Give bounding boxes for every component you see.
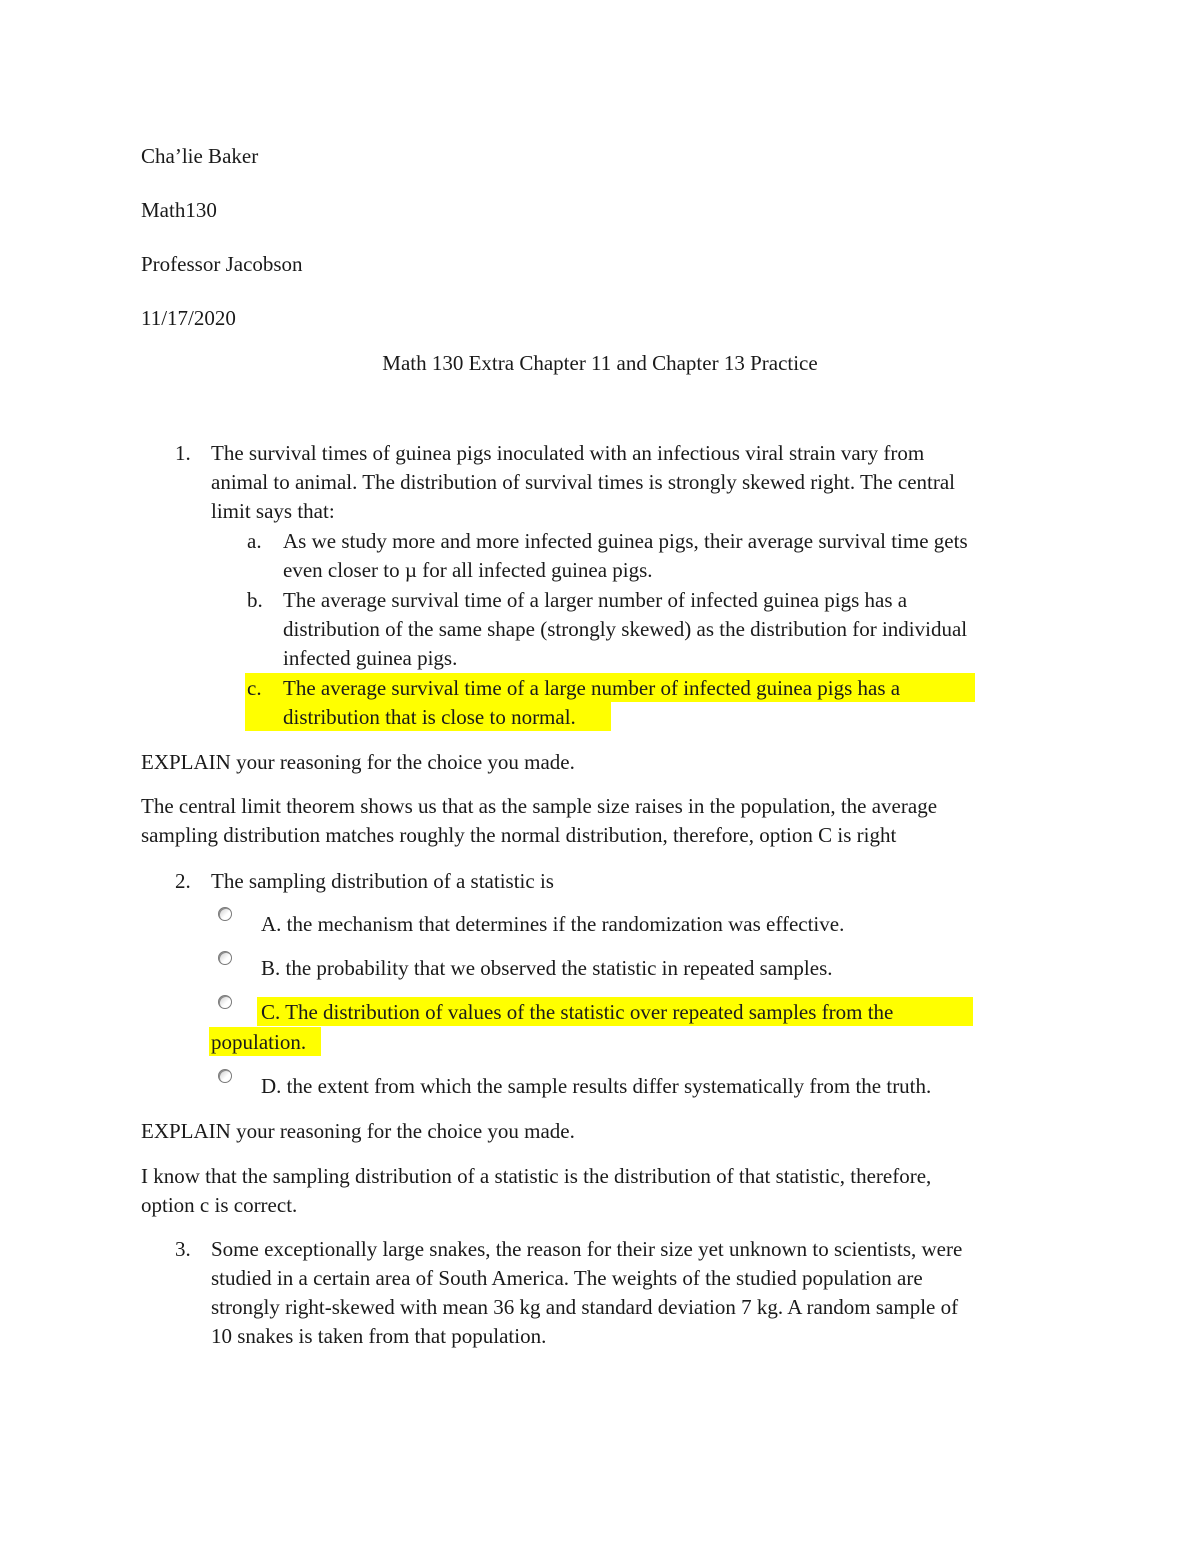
q1-option-a-letter: a.	[247, 529, 262, 553]
q1-option-b-text: infected guinea pigs.	[283, 646, 458, 670]
q2-explain-prompt: EXPLAIN your reasoning for the choice you made.	[141, 1119, 575, 1143]
q1-option-a-text: even closer to µ for all infected guinea pigs.	[283, 558, 653, 582]
q1-number: 1.	[175, 441, 191, 465]
q3-stem-line: strongly right-skewed with mean 36 kg and standard deviation 7 kg. A random sample of	[211, 1295, 959, 1319]
q2-option-d-text: D. the extent from which the sample results differ systematically from the truth.	[261, 1074, 932, 1098]
q1-option-b-letter: b.	[247, 588, 263, 612]
q3-number: 3.	[175, 1237, 191, 1261]
q1-option-c-letter: c.	[247, 676, 262, 700]
q1-option-b-text: The average survival time of a larger number of infected guinea pigs has a	[283, 588, 908, 612]
q2-option-d-radio[interactable]	[218, 1069, 232, 1083]
q1-explain-prompt: EXPLAIN your reasoning for the choice you made.	[141, 750, 575, 774]
q2-answer-line: option c is correct.	[141, 1193, 298, 1217]
q3-stem-line: studied in a certain area of South America. The weights of the studied population are	[211, 1266, 923, 1290]
q1-option-c-text: distribution that is close to normal.	[283, 705, 576, 729]
q2-option-c-radio[interactable]	[218, 995, 232, 1009]
q2-answer-line: I know that the sampling distribution of a statistic is the distribution of that statistic, therefore,	[141, 1164, 932, 1188]
q2-option-a-text: A. the mechanism that determines if the randomization was effective.	[261, 912, 845, 936]
q1-option-b-text: distribution of the same shape (strongly skewed) as the distribution for individual	[283, 617, 968, 641]
q2-option-c-text: C. The distribution of values of the statistic over repeated samples from the	[261, 1000, 894, 1024]
q2-option-b-radio[interactable]	[218, 951, 232, 965]
q2-option-b-text: B. the probability that we observed the statistic in repeated samples.	[261, 956, 833, 980]
q1-option-a-text: As we study more and more infected guinea pigs, their average survival time gets	[283, 529, 968, 553]
course-name: Math130	[141, 198, 217, 222]
q2-stem: The sampling distribution of a statistic is	[211, 869, 554, 893]
date: 11/17/2020	[141, 306, 236, 330]
q1-stem-line: The survival times of guinea pigs inoculated with an infectious viral strain vary from	[211, 441, 925, 465]
q3-stem-line: 10 snakes is taken from that population.	[211, 1324, 547, 1348]
page-title: Math 130 Extra Chapter 11 and Chapter 13 Practice	[382, 351, 818, 375]
q1-stem-line: animal to animal. The distribution of survival times is strongly skewed right. The central	[211, 470, 956, 494]
q3-stem-line: Some exceptionally large snakes, the reason for their size yet unknown to scientists, were	[211, 1237, 963, 1261]
q1-stem-line: limit says that:	[211, 499, 335, 523]
professor-name: Professor Jacobson	[141, 252, 303, 276]
q1-answer-line: sampling distribution matches roughly the normal distribution, therefore, option C is right	[141, 823, 897, 847]
q2-option-c-text-continued: population.	[211, 1030, 307, 1054]
q1-answer-line: The central limit theorem shows us that as the sample size raises in the population, the average	[141, 794, 938, 818]
q2-number: 2.	[175, 869, 191, 893]
student-name: Cha’lie Baker	[141, 144, 259, 168]
q1-option-c-text: The average survival time of a large number of infected guinea pigs has a	[283, 676, 901, 700]
q2-option-a-radio[interactable]	[218, 907, 232, 921]
